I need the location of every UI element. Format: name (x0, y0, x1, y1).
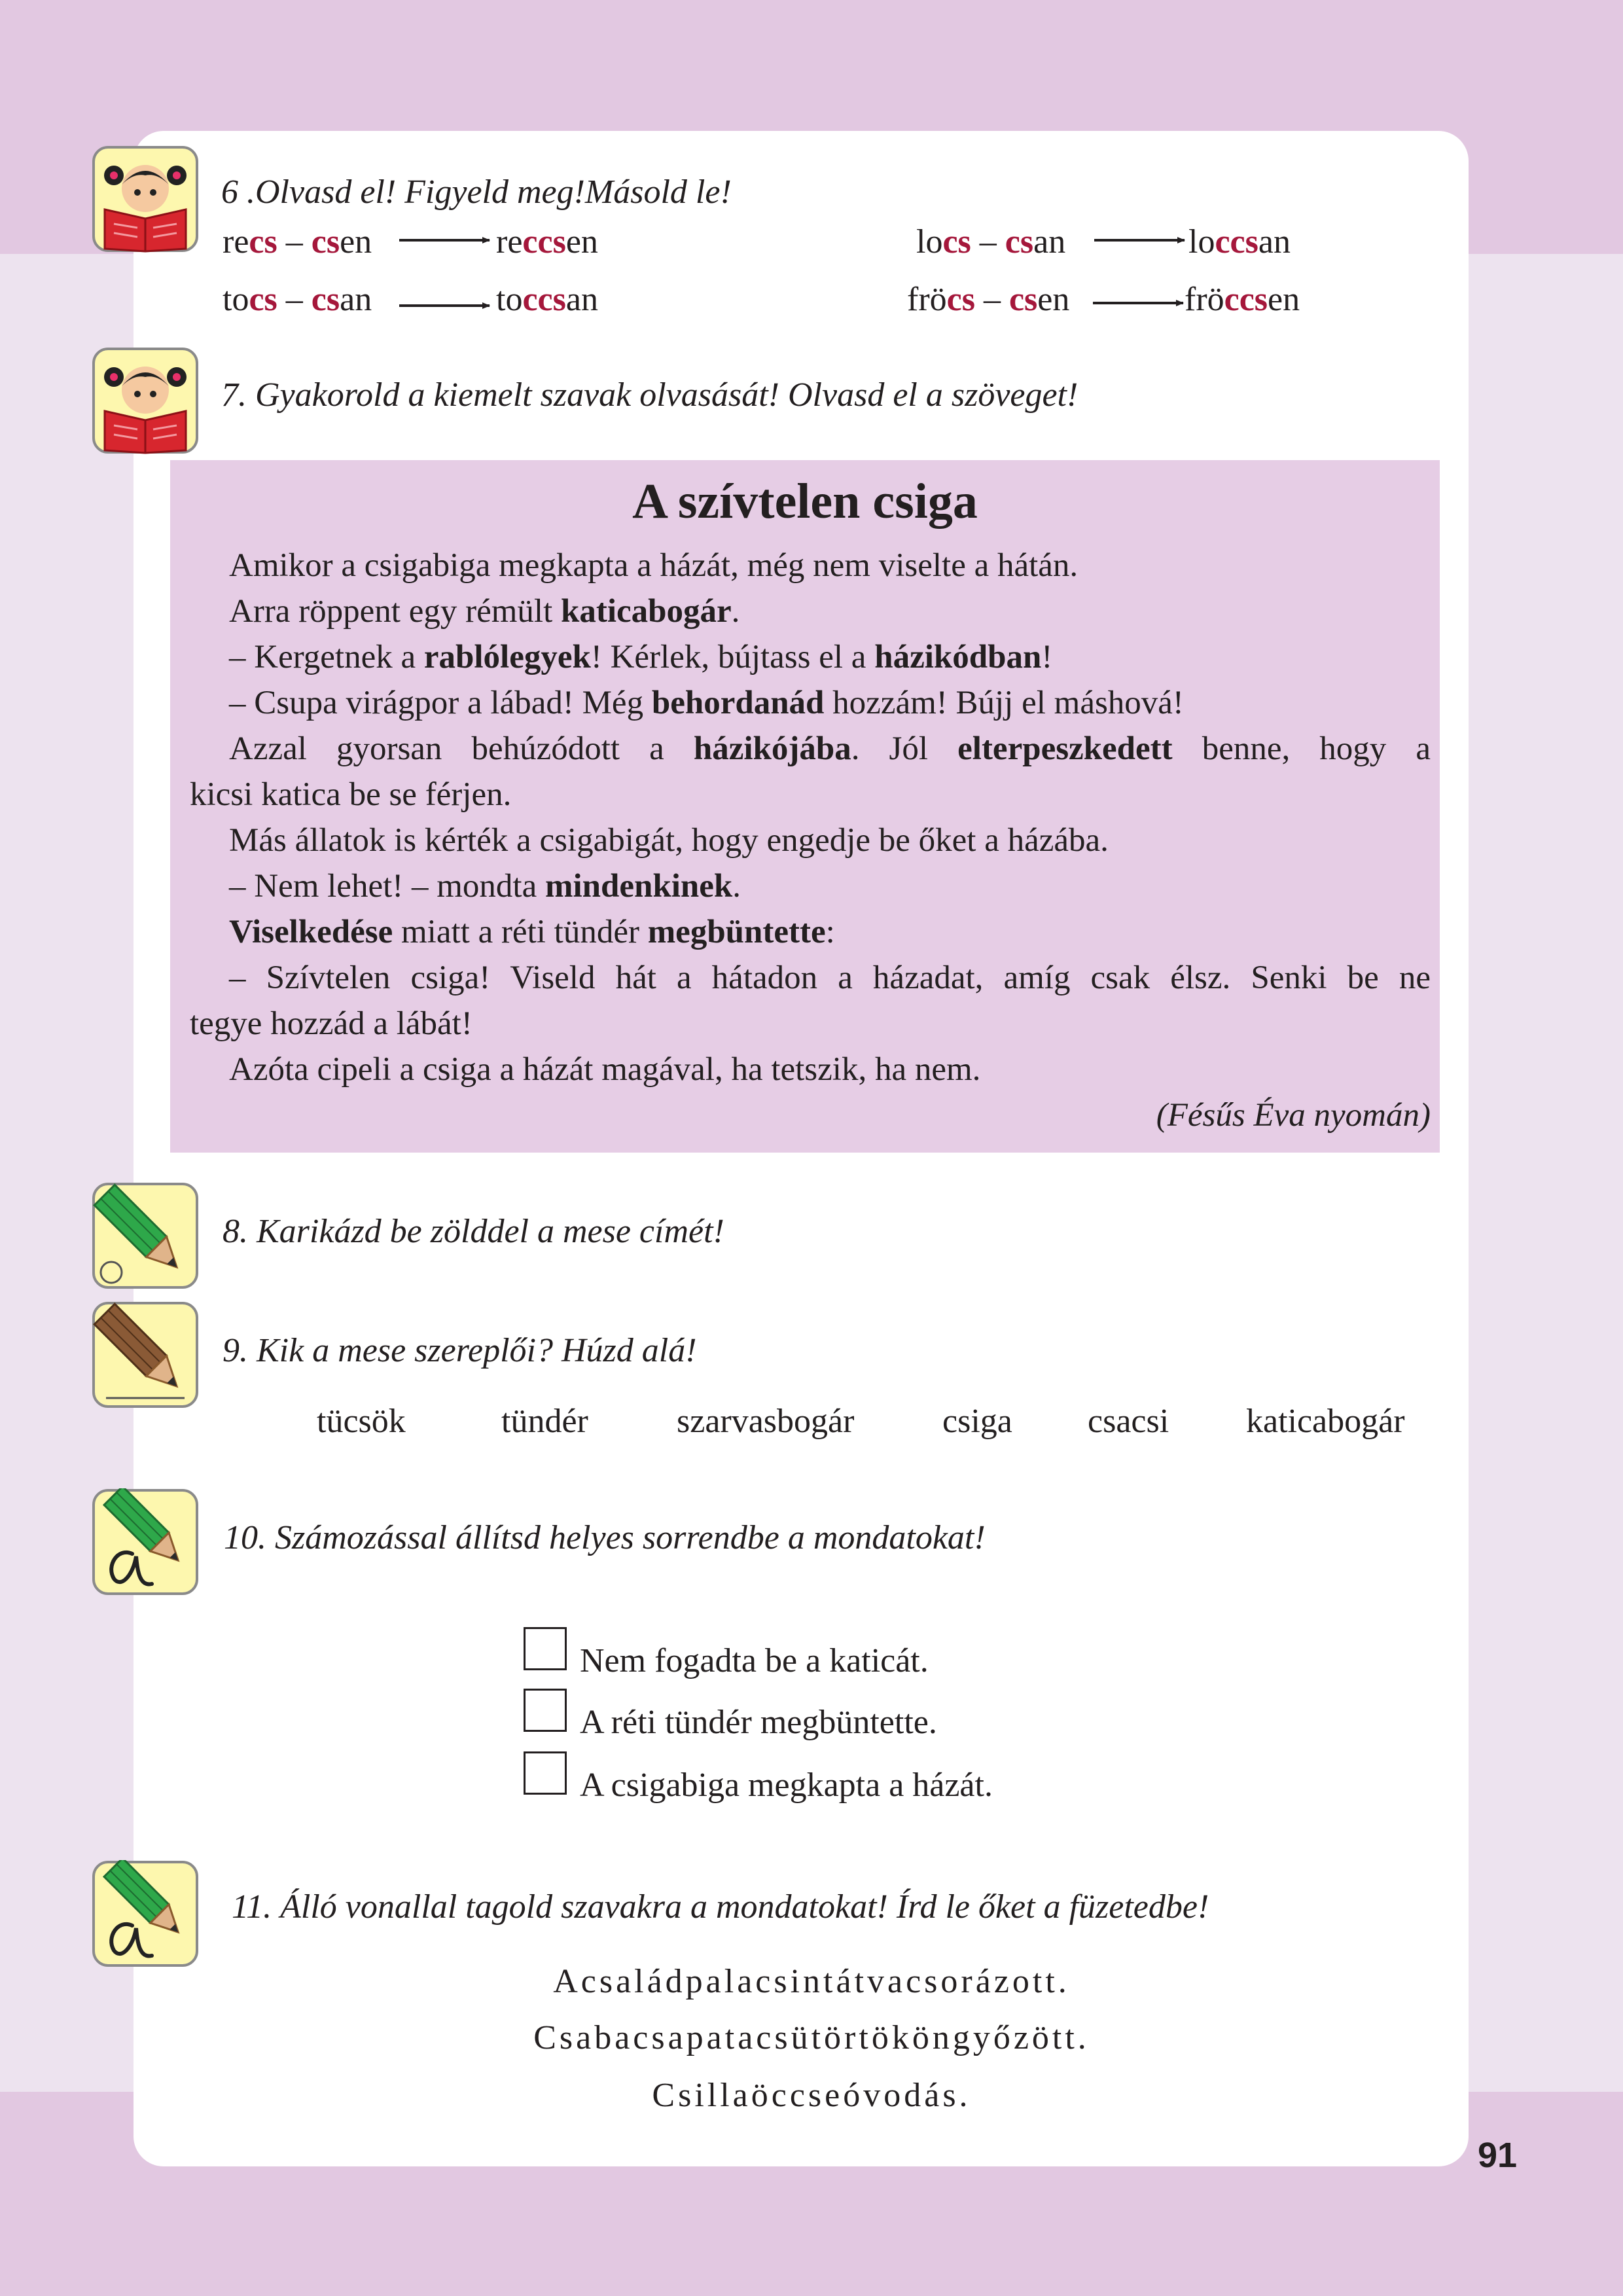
brown-pencil-icon (92, 1301, 199, 1408)
exercise-6-instruction: 6 .Olvasd el! Figyeld meg!Másold le! (221, 173, 732, 211)
sentence-item: A csigabiga megkapta a házát. (580, 1767, 993, 1804)
unsegmented-sentence: Acsaládpalacsintátvacsorázott. (553, 1963, 1070, 2000)
unsegmented-sentence: Csillaöccseóvodás. (652, 2077, 971, 2114)
word-result: toccsan (496, 281, 598, 318)
story-line: Más állatok is kérték a csigabigát, hogy engedje be őket a házába. (229, 822, 1109, 859)
number-box[interactable] (524, 1751, 567, 1795)
character-word: tündér (501, 1403, 588, 1440)
story-line: tegye hozzád a lábát! (190, 1005, 473, 1042)
word-pair: recs – csen (223, 223, 372, 260)
arrow-right-icon (399, 296, 491, 315)
story-line: Amikor a csigabiga megkapta a házát, még nem viselte a hátán. (229, 547, 1079, 584)
arrow-right-icon (1094, 230, 1186, 250)
exercise-7-instruction: 7. Gyakorold a kiemelt szavak olvasását! Olvasd el a szöveget! (221, 376, 1079, 414)
story-line: kicsi katica be se férjen. (190, 776, 512, 813)
reading-girl-icon (92, 145, 199, 253)
word-pair: tocs – csan (223, 281, 372, 318)
arrow-right-icon (1093, 293, 1185, 313)
sentence-item: A réti tündér megbüntette. (580, 1704, 937, 1741)
sentence-item: Nem fogadta be a katicát. (580, 1642, 929, 1679)
story-line: Viselkedése miatt a réti tündér megbüntette: (229, 914, 835, 950)
character-word: csiga (942, 1403, 1012, 1440)
character-word: szarvasbogár (677, 1403, 855, 1440)
story-line: Azóta cipeli a csiga a házát magával, ha tetszik, ha nem. (229, 1051, 981, 1088)
character-word: tücsök (317, 1403, 406, 1440)
story-box (170, 460, 1440, 1153)
page-number: 91 (1478, 2136, 1518, 2175)
arrow-right-icon (399, 230, 491, 250)
story-source: (Fésűs Éva nyomán) (1156, 1097, 1431, 1134)
number-box[interactable] (524, 1689, 567, 1732)
story-line: Arra röppent egy rémült katicabogár. (229, 593, 740, 630)
exercise-11-instruction: 11. Álló vonallal tagold szavakra a mondatokat! Írd le őket a füzetedbe! (232, 1888, 1209, 1926)
unsegmented-sentence: Csabacsapatacsütörtököngyőzött. (533, 2019, 1090, 2056)
green-pencil-circle-icon (92, 1182, 199, 1289)
character-word: katicabogár (1246, 1403, 1405, 1440)
word-pair: locs – csan (916, 223, 1066, 260)
story-line: Azzal gyorsan behúzódott a házikójába. Jól elterpeszkedett benne, hogy a (229, 730, 1431, 767)
story-line: – Szívtelen csiga! Viseld hát a hátadon a házadat, amíg csak élsz. Senki be ne (229, 960, 1431, 996)
story-title: A szívtelen csiga (632, 474, 978, 529)
character-word: csacsi (1088, 1403, 1169, 1440)
word-result: loccsan (1188, 223, 1291, 260)
story-line: – Kergetnek a rablólegyek! Kérlek, bújtass el a házikódban! (229, 639, 1053, 675)
number-box[interactable] (524, 1627, 567, 1670)
story-line: – Csupa virágpor a lábad! Még behordanád hozzám! Bújj el máshová! (229, 685, 1184, 721)
word-result: reccsen (496, 223, 598, 260)
story-line: – Nem lehet! – mondta mindenkinek. (229, 868, 741, 905)
writing-pencil-icon (92, 1488, 199, 1596)
writing-pencil-icon (92, 1860, 199, 1967)
exercise-9-instruction: 9. Kik a mese szereplői? Húzd alá! (223, 1332, 697, 1369)
exercise-10-instruction: 10. Számozással állítsd helyes sorrendbe a mondatokat! (224, 1519, 986, 1556)
word-result: fröccsen (1185, 281, 1300, 318)
reading-girl-icon (92, 347, 199, 454)
exercise-8-instruction: 8. Karikázd be zölddel a mese címét! (223, 1213, 724, 1250)
word-pair: fröcs – csen (907, 281, 1070, 318)
